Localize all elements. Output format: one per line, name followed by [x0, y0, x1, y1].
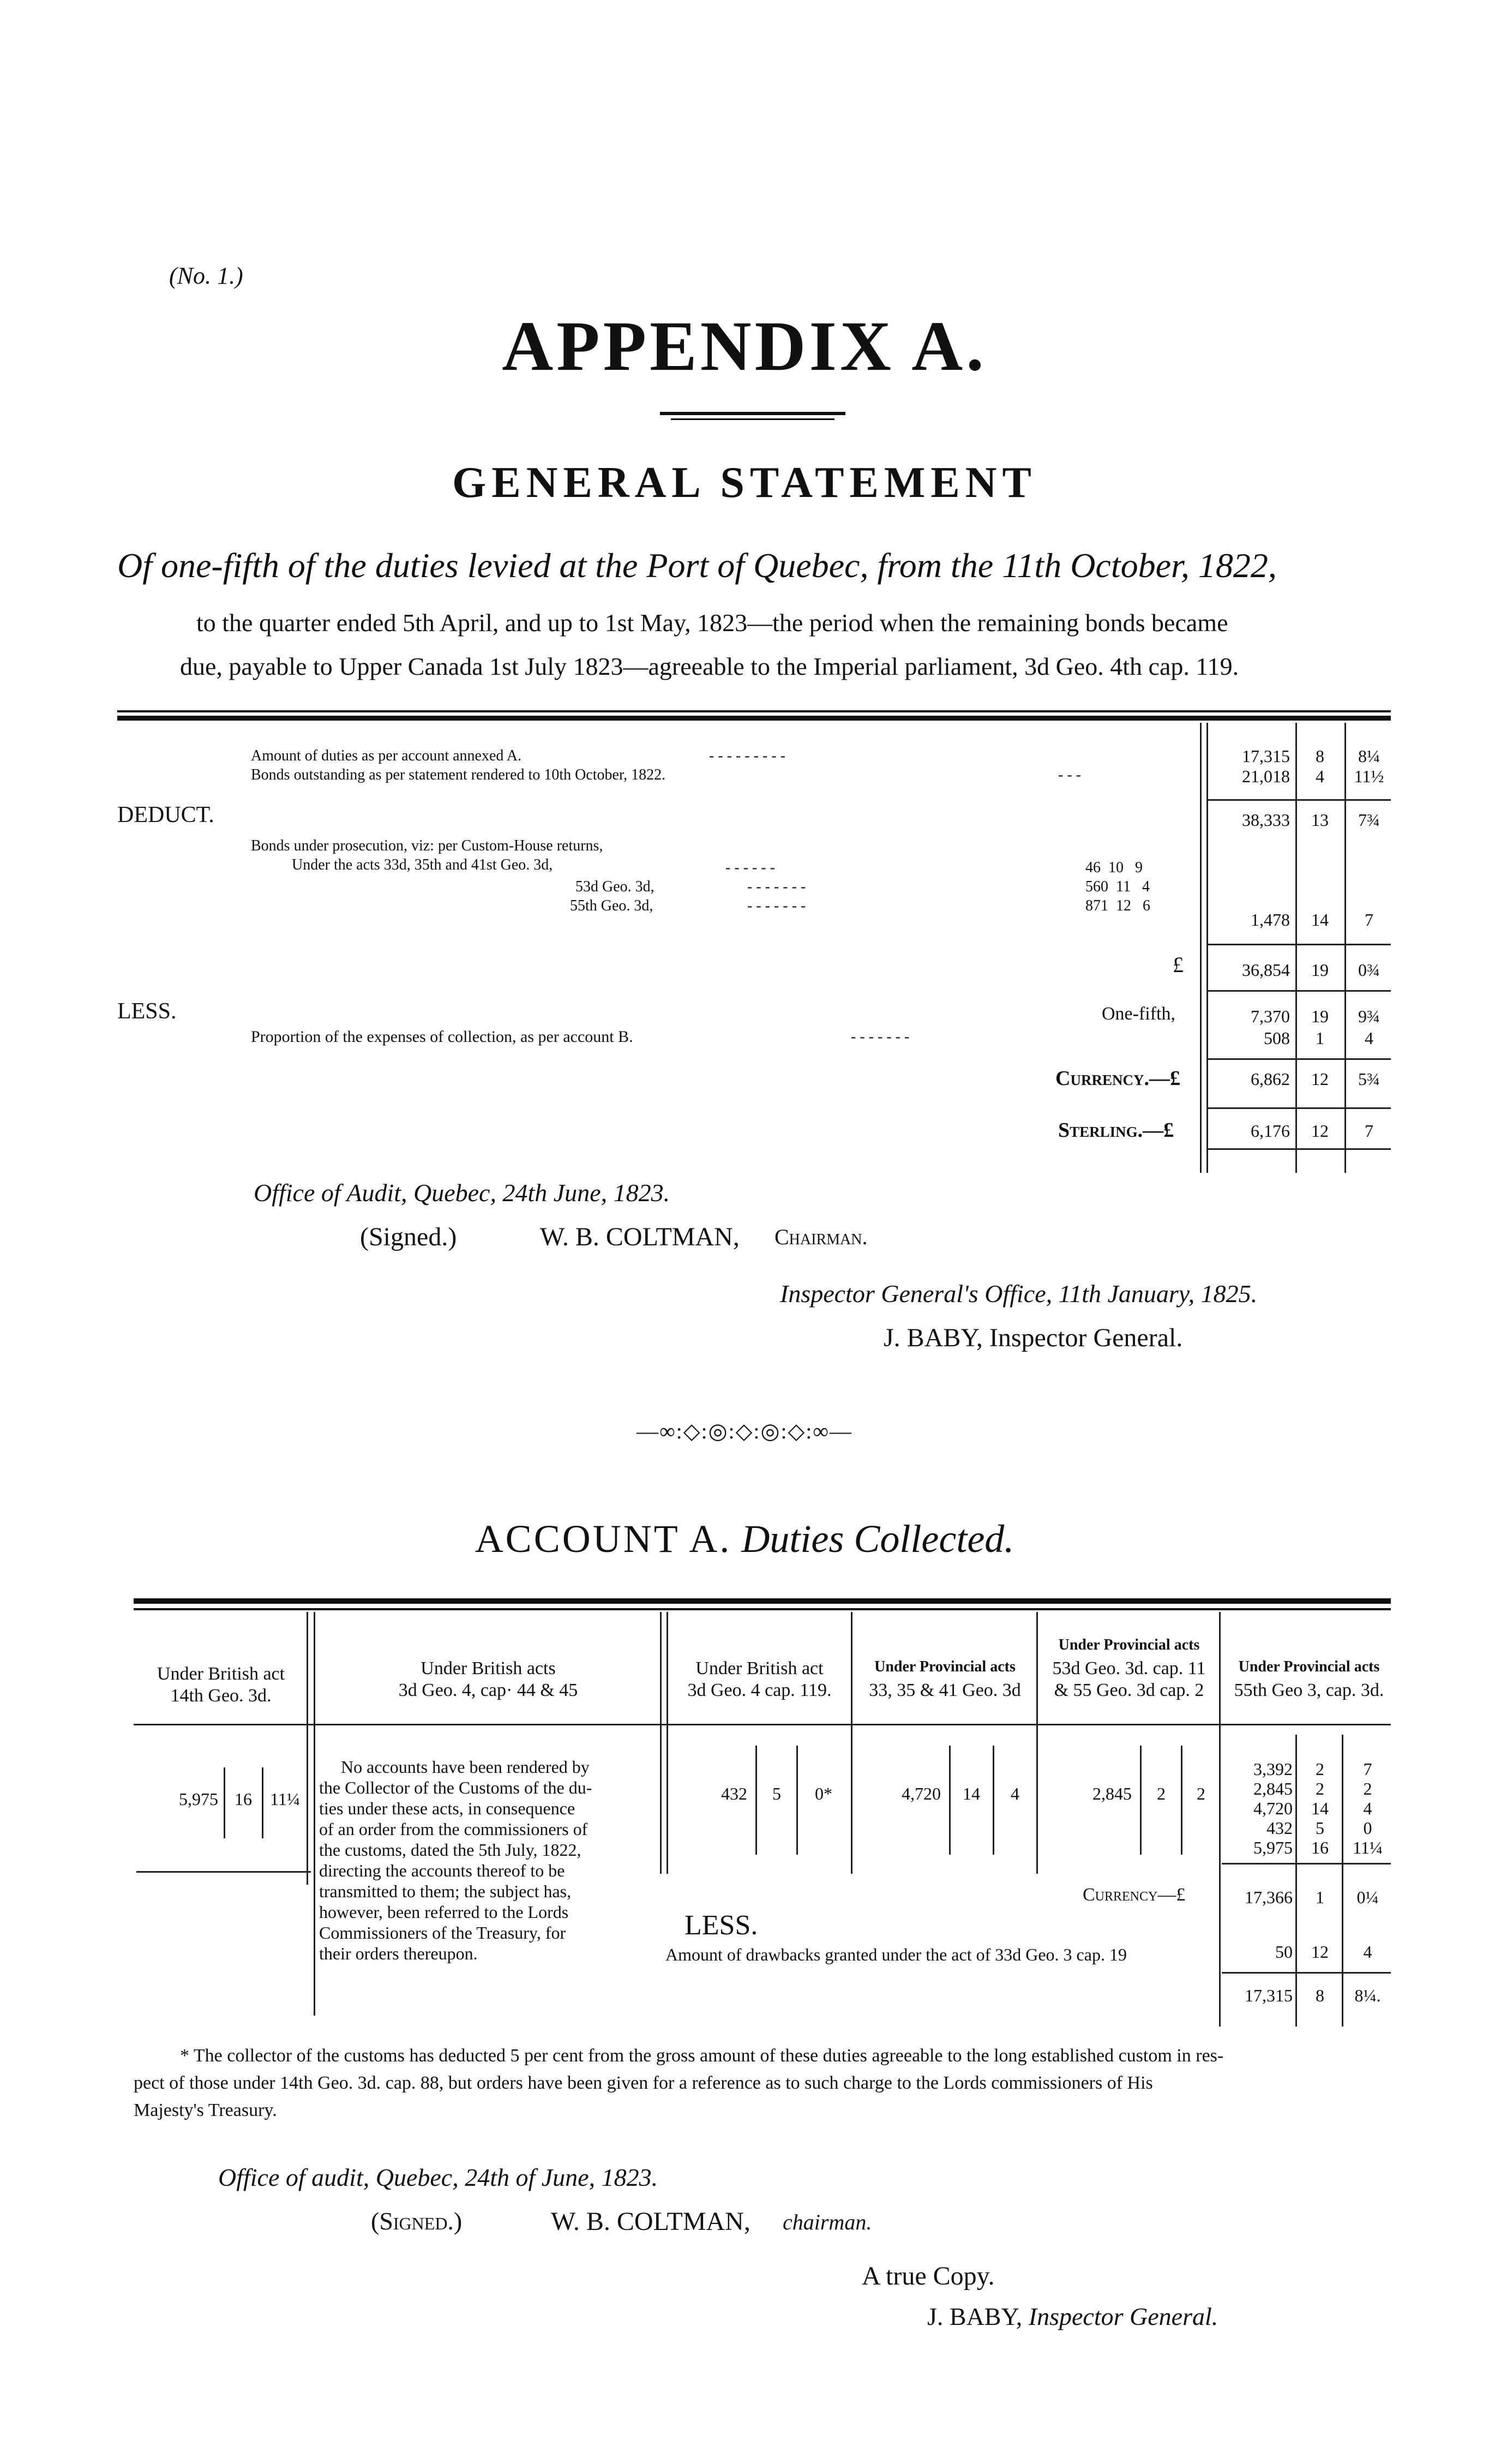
sterling-pence: 7 [1365, 1121, 1373, 1141]
note-line: ties under these acts, in consequence [319, 1798, 575, 1818]
note-line: their orders thereupon. [319, 1944, 478, 1963]
col5-shillings: 2 [1157, 1784, 1166, 1803]
inspector-office-line: Inspector General's Office, 11th January, 1825. [780, 1280, 1258, 1308]
col-divider [307, 1612, 308, 1885]
sum-pence: 0 [1363, 1818, 1372, 1838]
col-divider [755, 1746, 757, 1855]
col-divider [1295, 723, 1297, 1173]
inspector-name-2 [927, 2302, 1218, 2331]
sum-pence-list [1344, 1759, 1391, 1857]
sum-pounds: 3,392 [1253, 1759, 1293, 1779]
document-number: (No. 1.) [169, 262, 243, 289]
total-shillings: 19 [1311, 960, 1329, 980]
col-divider [660, 1612, 662, 1874]
col-divider [1140, 1746, 1142, 1855]
acts2-label: 53d Geo. 3d, [575, 878, 655, 895]
note-line: transmitted to them; the subject has, [319, 1881, 572, 1901]
col4-pence: 4 [1011, 1784, 1019, 1803]
footnote-line-3: Majesty's Treasury. [134, 2100, 277, 2120]
account-less-label: LESS. [685, 1910, 758, 1941]
sum1-pence: 7¾ [1358, 810, 1380, 830]
col4-shillings: 14 [963, 1784, 980, 1803]
expenses-label: Proportion of the expenses of collection, as per account B. [251, 1028, 633, 1046]
description-line-2: to the quarter ended 5th April, and up to 1st May, 1823—the period when the remaining bonds became [196, 609, 1228, 637]
sum-pounds: 2,845 [1253, 1779, 1293, 1798]
less-label: LESS. [117, 999, 177, 1024]
prosecution-label: Bonds under prosecution, viz: per Custom-House returns, [251, 837, 603, 854]
col-divider [851, 1612, 852, 1874]
acts2-dots: - - - - - - - [747, 878, 806, 895]
col3-header-2: 3d Geo. 4 cap. 119. [687, 1680, 832, 1700]
subtotal-rule [1208, 799, 1391, 801]
col1-rule [136, 1871, 311, 1873]
col5-header-1: Under Provincial acts [1058, 1636, 1200, 1653]
account-currency-pence: 0¼ [1356, 1887, 1379, 1907]
coltman-role-2: chairman. [783, 2210, 872, 2234]
row-bonds-label: Bonds outstanding as per statement rendered to 10th October, 1822. [251, 766, 666, 783]
sum-pence: 7 [1363, 1759, 1372, 1779]
col6-header-1: Under Provincial acts [1238, 1658, 1380, 1675]
col-divider [1181, 1746, 1182, 1855]
final-pence: 8¼. [1354, 1986, 1381, 2005]
account-currency-label: Currency—£ [1083, 1885, 1186, 1905]
note-line: directing the accounts thereof to be [319, 1861, 565, 1880]
col-divider [1219, 1612, 1221, 2027]
sum-pounds: 5,975 [1253, 1838, 1293, 1857]
col-divider [224, 1767, 225, 1838]
account-header-rule [134, 1724, 1391, 1725]
sum-pounds-list [1222, 1759, 1293, 1857]
sum-shillings: 2 [1316, 1779, 1324, 1798]
account-note [319, 1756, 657, 1964]
row-bonds-pounds: 21,018 [1242, 766, 1290, 786]
currency-pence: 5¾ [1358, 1069, 1380, 1089]
acts-total-shillings: 14 [1311, 910, 1329, 930]
audit-office-line: Office of Audit, Quebec, 24th June, 1823. [254, 1179, 670, 1207]
col2-header-1: Under British acts [421, 1658, 556, 1678]
sum-shillings: 2 [1316, 1759, 1324, 1779]
account-title [0, 1516, 1489, 1562]
col2-header-2: 3d Geo. 4, cap· 44 & 45 [398, 1680, 578, 1700]
drawback-pence: 4 [1363, 1942, 1372, 1962]
acts-total-pounds: 1,478 [1251, 910, 1290, 930]
sterling-pounds: 6,176 [1251, 1121, 1290, 1141]
acts3-value: 871 12 6 [1085, 897, 1150, 914]
col1-shillings: 16 [235, 1789, 252, 1809]
col5-header-2: 53d Geo. 3d. cap. 11 [1052, 1658, 1206, 1678]
statement-top-rule-thick [117, 716, 1391, 721]
drawback-label: Amount of drawbacks granted under the act of 33d Geo. 3 cap. 19 [665, 1945, 1127, 1964]
fifth-pence: 9¾ [1358, 1006, 1380, 1026]
row-bonds-dots: - - - [1058, 766, 1081, 783]
col-divider [1036, 1612, 1038, 1874]
statement-top-rule [117, 710, 1391, 712]
col1-pounds: 5,975 [179, 1789, 218, 1809]
sum-shillings: 14 [1311, 1798, 1329, 1818]
total-rule [1208, 944, 1391, 945]
acts-label: Under the acts 33d, 35th and 41st Geo. 3d, [292, 856, 553, 873]
row-duties-label: Amount of duties as per account annexed A. [251, 747, 522, 764]
account-title-italic: Duties Collected. [741, 1517, 1014, 1561]
row-duties-pounds: 17,315 [1242, 746, 1290, 766]
account-currency-shillings: 1 [1316, 1887, 1324, 1907]
ornament-divider: —∞:◇:◎:◇:◎:◇:∞— [637, 1419, 852, 1443]
sum1-pounds: 38,333 [1242, 810, 1290, 830]
col3-pounds: 432 [721, 1784, 747, 1803]
account-title-label: ACCOUNT A. [475, 1517, 732, 1561]
expenses-pence: 4 [1365, 1028, 1373, 1048]
total-pence: 0¾ [1358, 960, 1380, 980]
sum-shillings: 5 [1316, 1818, 1324, 1838]
acts-total-pence: 7 [1365, 910, 1373, 930]
row-bonds-pence: 11½ [1354, 766, 1384, 786]
fifth-rule [1208, 990, 1391, 992]
acts3-dots: - - - - - - - [747, 897, 806, 914]
inspector-name-text: J. BABY, [927, 2303, 1023, 2330]
sum1-shillings: 13 [1311, 810, 1329, 830]
note-line: Commissioners of the Treasury, for [319, 1923, 566, 1943]
acts2-value: 560 11 4 [1085, 878, 1150, 895]
deduct-label: DEDUCT. [117, 802, 214, 828]
sum-shillings: 16 [1311, 1838, 1329, 1857]
coltman-role: Chairman. [774, 1225, 868, 1249]
col5-pence: 2 [1197, 1784, 1205, 1803]
acts3-label: 55th Geo. 3d, [570, 897, 653, 914]
final-pounds: 17,315 [1245, 1986, 1293, 2005]
footnote-line-2: pect of those under 14th Geo. 3d. cap. 88, but orders have been given for a reference as to such charge to the Lords commissioners of His [134, 2073, 1153, 2093]
col-divider [262, 1767, 263, 1838]
title-rule [660, 412, 845, 415]
sum-pounds: 432 [1266, 1818, 1293, 1838]
pound-sign: £ [1173, 952, 1184, 977]
col5-pounds: 2,845 [1092, 1784, 1132, 1803]
col3-shillings: 5 [772, 1784, 781, 1803]
col-divider [1342, 1735, 1343, 2027]
note-line: the customs, dated the 5th July, 1822, [319, 1840, 581, 1860]
sterling-label: Sterling.—£ [1058, 1119, 1174, 1142]
final-shillings: 8 [1316, 1986, 1324, 2005]
coltman-name: W. B. COLTMAN, [540, 1222, 740, 1251]
appendix-title: APPENDIX A. [502, 307, 987, 386]
expenses-dots: - - - - - - - [851, 1028, 910, 1045]
sum-pence: 11¼ [1353, 1838, 1383, 1857]
inspector-role-text: Inspector General. [1028, 2303, 1218, 2330]
expenses-shillings: 1 [1316, 1028, 1324, 1048]
col5-header-3: & 55 Geo. 3d cap. 2 [1054, 1680, 1204, 1700]
acts1-value: 46 10 9 [1085, 859, 1143, 876]
description-line-3: due, payable to Upper Canada 1st July 1823—agreeable to the Imperial parliament, 3d Geo. 4th cap. 119. [180, 652, 1239, 680]
col-divider [949, 1746, 951, 1855]
col4-header-1: Under Provincial acts [874, 1658, 1016, 1675]
col1-pence: 11¼ [270, 1789, 300, 1809]
col-divider [667, 1612, 668, 1874]
sum-pence: 4 [1363, 1798, 1372, 1818]
col-divider [1206, 723, 1208, 1173]
drawback-shillings: 12 [1311, 1942, 1329, 1962]
note-line: of an order from the commissioners of [319, 1819, 588, 1839]
signed-label-2: (Signed.) [371, 2207, 463, 2235]
drawback-pounds: 50 [1275, 1942, 1293, 1962]
currency-rule [1208, 1058, 1391, 1060]
row-duties-pence: 8¼ [1358, 746, 1380, 766]
sum-pence: 2 [1363, 1779, 1372, 1798]
col1-header-1: Under British act [157, 1664, 285, 1684]
signed-label: (Signed.) [360, 1222, 457, 1251]
account-currency-pounds: 17,366 [1245, 1887, 1293, 1907]
account-top-rule [134, 1598, 1391, 1604]
col-divider [314, 1612, 315, 2016]
note-line: the Collector of the Customs of the du- [319, 1778, 592, 1797]
sum-rule [1222, 1863, 1391, 1865]
total-pounds: 36,854 [1242, 960, 1290, 980]
fifth-shillings: 19 [1311, 1006, 1329, 1026]
row-duties-dots: - - - - - - - - - [709, 747, 785, 764]
row-bonds-shillings: 4 [1316, 766, 1324, 786]
col3-pence: 0* [815, 1784, 832, 1803]
one-fifth-label: One-fifth, [1102, 1004, 1176, 1024]
col1-header-2: 14th Geo. 3d. [170, 1686, 272, 1706]
expenses-pounds: 508 [1264, 1028, 1290, 1048]
true-copy-line: A true Copy. [862, 2262, 995, 2291]
inspector-general-line: J. BABY, Inspector General. [884, 1323, 1183, 1352]
note-line: No accounts have been rendered by [341, 1757, 590, 1777]
statement-bottom-rule [1208, 1148, 1391, 1150]
currency-pounds: 6,862 [1251, 1069, 1290, 1089]
note-line: however, been referred to the Lords [319, 1902, 569, 1922]
col4-pounds: 4,720 [902, 1784, 941, 1803]
statement-subtitle: GENERAL STATEMENT [452, 459, 1037, 507]
currency-label: Currency.—£ [1055, 1067, 1180, 1090]
col-divider [796, 1746, 798, 1855]
row-duties-shillings: 8 [1316, 746, 1324, 766]
col-divider [1295, 1735, 1297, 2027]
col6-header-2: 55th Geo 3, cap. 3d. [1234, 1680, 1384, 1700]
footnote-line-1: * The collector of the customs has deducted 5 per cent from the gross amount of these duties agreeable to the long established custom in res- [180, 2046, 1224, 2066]
col-divider [1200, 723, 1202, 1173]
col-divider [993, 1746, 994, 1855]
sum-pounds: 4,720 [1253, 1798, 1293, 1818]
fifth-pounds: 7,370 [1251, 1006, 1290, 1026]
sum-shillings-list [1298, 1759, 1342, 1857]
coltman-name-2: W. B. COLTMAN, [551, 2207, 750, 2236]
audit-office-line-2: Office of audit, Quebec, 24th of June, 1823. [218, 2163, 658, 2191]
currency-shillings: 12 [1311, 1069, 1329, 1089]
title-rule-thin [671, 418, 834, 420]
col-divider [1344, 723, 1346, 1173]
final-rule [1222, 1972, 1391, 1974]
description-line-1: Of one-fifth of the duties levied at the Port of Quebec, from the 11th October, 1822, [117, 546, 1277, 585]
col4-header-2: 33, 35 & 41 Geo. 3d [869, 1680, 1021, 1700]
col3-header-1: Under British act [695, 1658, 824, 1678]
sterling-rule [1208, 1107, 1391, 1109]
sterling-shillings: 12 [1311, 1121, 1329, 1141]
acts1-dots: - - - - - - [725, 859, 775, 876]
account-top-rule-thin [134, 1608, 1391, 1610]
